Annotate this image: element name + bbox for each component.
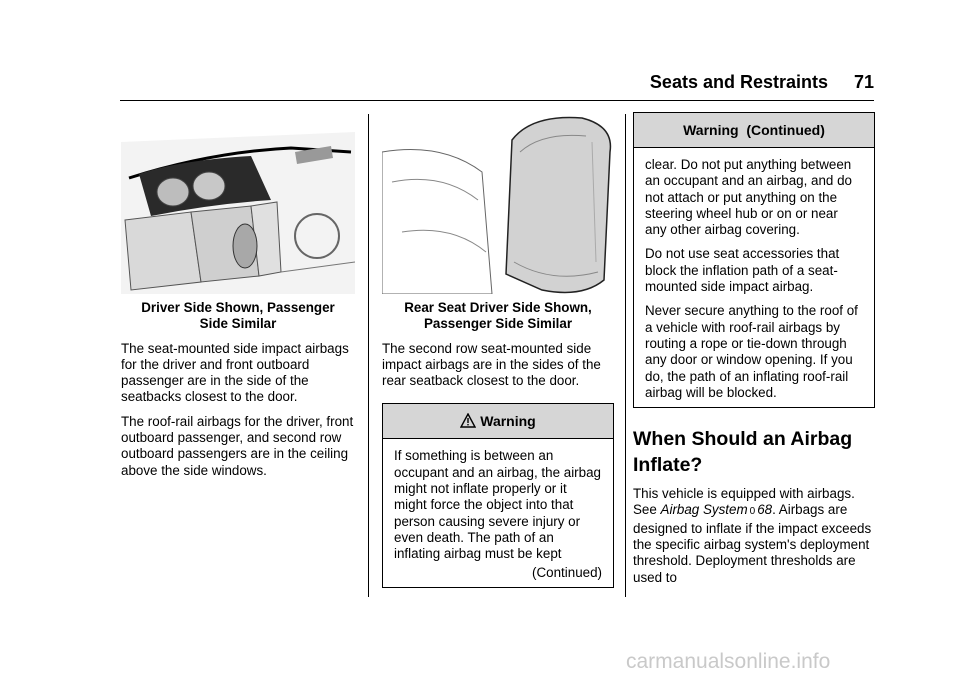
page-header [120,70,874,101]
watermark: carmanualsonline.info [626,650,831,673]
warning-continued-box [633,112,875,408]
warning-title: Warning (Continued) [683,121,825,138]
warning-header [634,113,874,148]
warning-title: Warning [480,413,536,430]
page-number: 71 [853,72,874,92]
cross-reference-link[interactable]: Airbag System [660,502,748,518]
warning-triangle-icon [460,413,476,429]
rear-seat-airbag-illustration [382,112,614,294]
column-2 [382,112,614,588]
continued-label: (Continued) [532,564,602,580]
body-paragraph: The roof-rail airbags for the driver, front outboard passenger, and second row outboard passengers are in the ceiling above the side windows. [121,413,354,478]
column-1 [121,112,355,487]
section-heading: When Should an Airbag Inflate? [633,428,853,477]
figure-caption: Rear Seat Driver Side Shown, Passenger Side Similar [404,300,592,332]
roof-rail-airbag-illustration [121,112,355,294]
column-divider [625,114,626,597]
cross-reference-page[interactable]: 68 [757,502,773,518]
warning-body: If something is between an occupant and an airbag, the airbag might not inflate properly or it might force the object into that person causing severe injury or even death. The path of an inflating airbag must be kept (Continued) [394,448,602,580]
warning-box [382,403,614,587]
column-3 [633,112,875,594]
figure-caption: Driver Side Shown, Passenger Side Similar [141,300,335,332]
body-paragraph: This vehicle is equipped with airbags. See Airbag System 0 68. Airbags are designed to inflate if the impact exceeds the specific airbag system's deployment threshold. Deployment thresholds are used to [633,486,872,585]
page-ref-icon: 0 [749,506,756,518]
column-divider [368,114,369,597]
warning-header [383,404,613,439]
section-header-title: Seats and Restraints [649,72,828,92]
body-paragraph: The second row seat-mounted side impact airbags are in the sides of the rear seatback closest to the door. [382,340,601,389]
body-paragraph: The seat-mounted side impact airbags for the driver and front outboard passenger are in the side of the seatbacks closest to the door. [121,340,349,405]
warning-body: clear. Do not put anything between an occupant and an airbag, and do not attach or put anything on the steering wheel hub or on or near any other airbag covering. Do not use seat accessories that block the inflation path of a seat-mounted side impact airbag. Never secure anything to the roof of a vehicle with roof-rail airbags by routing a rope or tie-down through any door or window opening. If you do, the path of an inflating roof-rail airbag will be blocked. [645,157,858,400]
